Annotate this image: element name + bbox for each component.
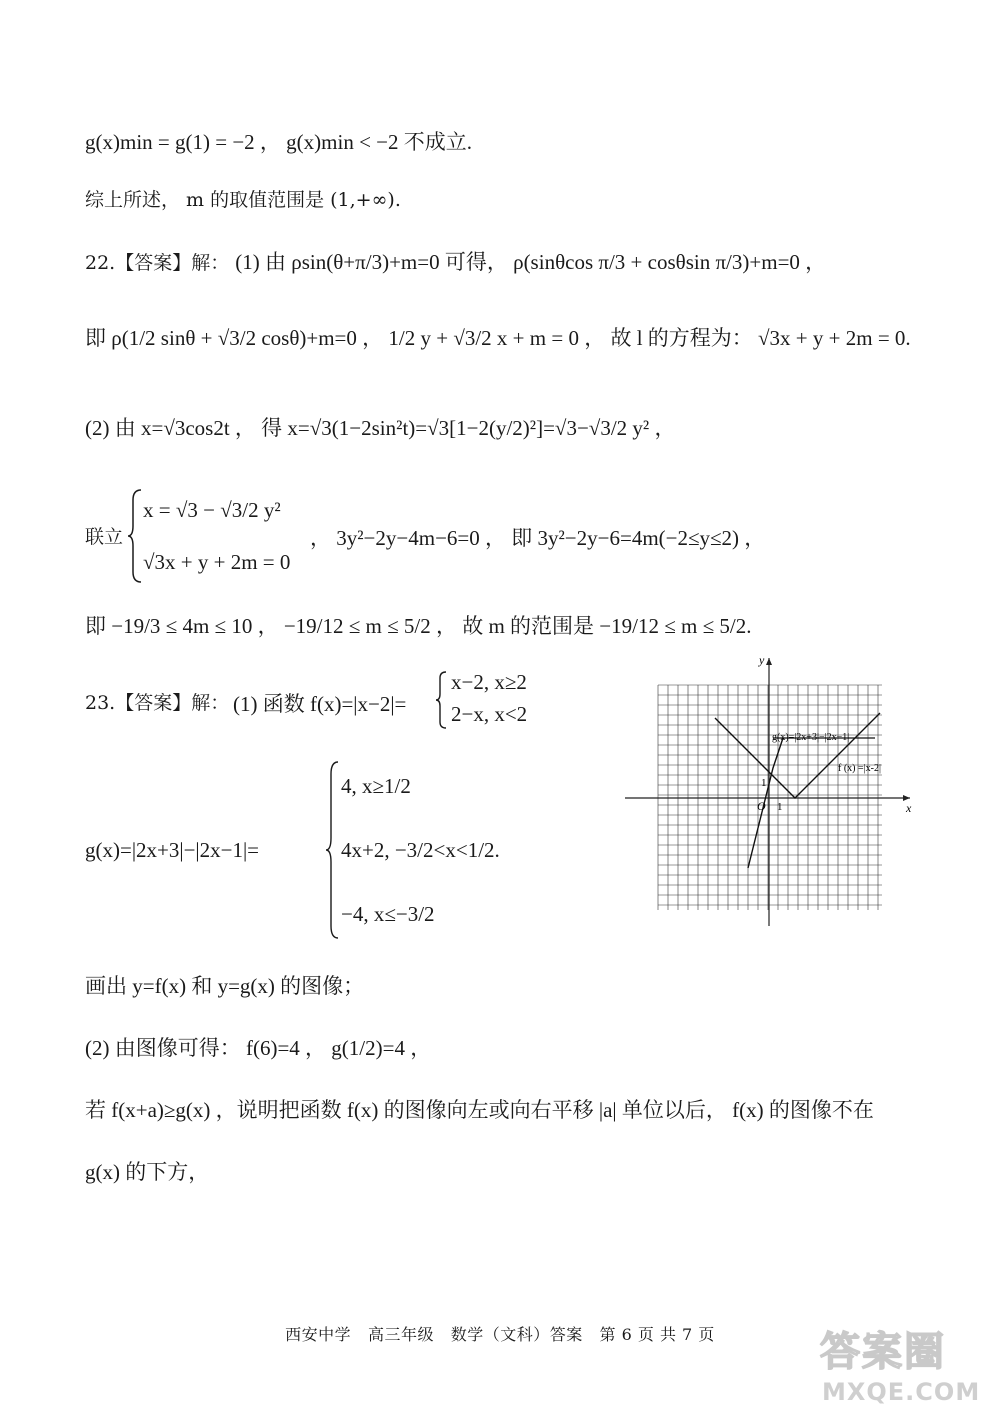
- q23-below-line: [85, 1158, 209, 1187]
- g-definition: [85, 760, 605, 940]
- q23-draw-line: [85, 972, 364, 1001]
- footer-grade: 高三年级: [367, 1325, 434, 1344]
- footer-subject: 数学（文科）答案: [450, 1325, 583, 1344]
- math-line-1: g(x)min = g(1) = −2 ， g(x)min < −2 不成立.: [85, 130, 473, 154]
- system-brace-icon: [127, 488, 143, 584]
- q22-system: [85, 488, 945, 588]
- watermark: [820, 1320, 981, 1406]
- y-tick-1: 1: [761, 777, 767, 789]
- system-eq-2: √3x + y + 2m = 0: [143, 550, 291, 574]
- g-case-1: 4, x≥1/2: [341, 774, 411, 798]
- line-conclusion: [85, 186, 401, 214]
- g-case-3: −4, x≤−3/2: [341, 902, 435, 926]
- watermark-url: MXQE.COM: [822, 1378, 981, 1406]
- q23-tag: 23.【答案】解：: [85, 692, 230, 714]
- x-tick-1: 1: [777, 801, 783, 813]
- q22-line-3: [85, 414, 675, 442]
- f-curve-label: f (x) =|x-2|: [838, 763, 881, 774]
- system-prefix: 联立: [85, 526, 124, 548]
- system-eq-1: x = √3 − √3/2 y²: [143, 498, 281, 522]
- function-graph: [620, 650, 920, 930]
- conclusion-text: 综上所述， m 的取值范围是 (1,+∞).: [85, 189, 401, 211]
- footer-page: 第 6 页 共 7 页: [599, 1325, 715, 1344]
- q22-line-5: [85, 612, 751, 640]
- f-brace-icon: [435, 670, 447, 730]
- curve-equation: (2) 由 x=√3cos2t ， 得 x=√3(1−2sin²t)=√3[1−2(y/2)²]=√3−√3/2 y² ，: [85, 416, 676, 440]
- q23-part2-line: [85, 1034, 431, 1063]
- origin-label: O: [757, 799, 766, 813]
- g-lhs: g(x)=|2x+3|−|2x−1|=: [85, 838, 260, 862]
- line-equation: 即 ρ(1/2 sinθ + √3/2 cosθ)+m=0 ， 1/2 y + √3/2 x + m = 0 ， 故 l 的方程为： √3x + y + 2m = 0.: [85, 326, 911, 350]
- q22-line-2: [85, 324, 911, 352]
- q22-line-1: [85, 248, 826, 277]
- footer-school: 西安中学: [285, 1325, 352, 1344]
- g-case-2: 4x+2, −3/2<x<1/2.: [341, 838, 500, 862]
- graph-values-text: (2) 由图像可得： f(6)=4 ， g(1/2)=4 ，: [85, 1036, 432, 1060]
- below-text: g(x) 的下方，: [85, 1160, 210, 1184]
- system-result: ， 3y²−2y−4m−6=0 ， 即 3y²−2y−6=4m(−2≤y≤2) ，: [310, 526, 766, 550]
- f-case-1: x−2, x≥2: [451, 670, 527, 694]
- q22-tag: 22.【答案】解：: [85, 252, 230, 274]
- g-brace-icon: [325, 760, 339, 940]
- q22-part1-text: (1) 由 ρsin(θ+π/3)+m=0 可得， ρ(sinθcos π/3 + cosθsin π/3)+m=0 ，: [235, 250, 827, 274]
- m-range: 即 −19/3 ≤ 4m ≤ 10 ， −19/12 ≤ m ≤ 5/2 ， 故 m 的范围是 −19/12 ≤ m ≤ 5/2.: [85, 614, 752, 638]
- y-axis-label: y: [759, 653, 765, 667]
- y-axis-arrow-icon: [766, 658, 772, 665]
- q23-shift-line: [85, 1096, 874, 1125]
- shift-explanation-text: 若 f(x+a)≥g(x) ，说明把函数 f(x) 的图像向左或向右平移 |a| 单位以后， f(x) 的图像不在: [85, 1098, 874, 1122]
- q23-line-1: [85, 668, 605, 732]
- g-curve-label: g(x)=|2x+3|−|2x−1|: [772, 732, 850, 743]
- watermark-logo: 答案圈: [820, 1329, 946, 1375]
- f-case-2: 2−x, x<2: [451, 702, 528, 726]
- f-definition: (1) 函数 f(x)=|x−2|=: [233, 692, 407, 716]
- x-axis-label: x: [906, 801, 912, 815]
- line-gmin-check: [85, 128, 472, 156]
- draw-graphs-text: 画出 y=f(x) 和 y=g(x) 的图像；: [85, 974, 365, 998]
